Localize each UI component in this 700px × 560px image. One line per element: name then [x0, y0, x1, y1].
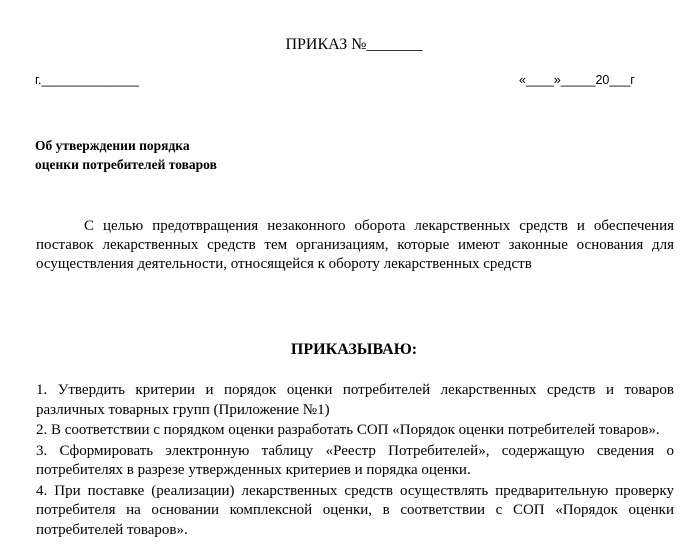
subject-line-2: оценки потребителей товаров — [35, 157, 217, 172]
order-title: ПРИКАЗ №_______ — [285, 36, 423, 53]
order-heading: ПРИКАЗЫВАЮ: — [290, 341, 418, 358]
order-item-2: 2. В соответствии с порядком оценки разработать СОП «Порядок оценки потребителей товаров». — [36, 422, 660, 438]
preamble-paragraph: С целью предотвращения незаконного оборота лекарственных средств и обеспечения поставок лекарственных средств тем организациям, которые имеют законные основания для осуществления деятельности, относящейся к обороту лекарственных средств — [36, 218, 674, 272]
date-field: «____»_____20___г — [519, 73, 635, 87]
order-item-1: 1. Утвердить критерии и порядок оценки потребителей лекарственных средств и товаров различных товарных групп (Приложение №1) — [36, 382, 674, 418]
order-item-4: 4. При поставке (реализации) лекарственных средств осуществлять предварительную проверку потребителя на основании комплексной оценки, в соответствии с СОП «Порядок оценки потребителей товаров». — [36, 482, 674, 538]
order-subject — [35, 136, 217, 174]
subject-line-1: Об утверждении порядка — [35, 138, 190, 153]
city-field: г.______________ — [35, 73, 139, 87]
order-items-list — [36, 381, 674, 541]
order-item-3: 3. Сформировать электронную таблицу «Реестр Потребителей», содержащую сведения о потребителях в разрезе утвержденных критериев и порядка оценки. — [36, 442, 674, 478]
